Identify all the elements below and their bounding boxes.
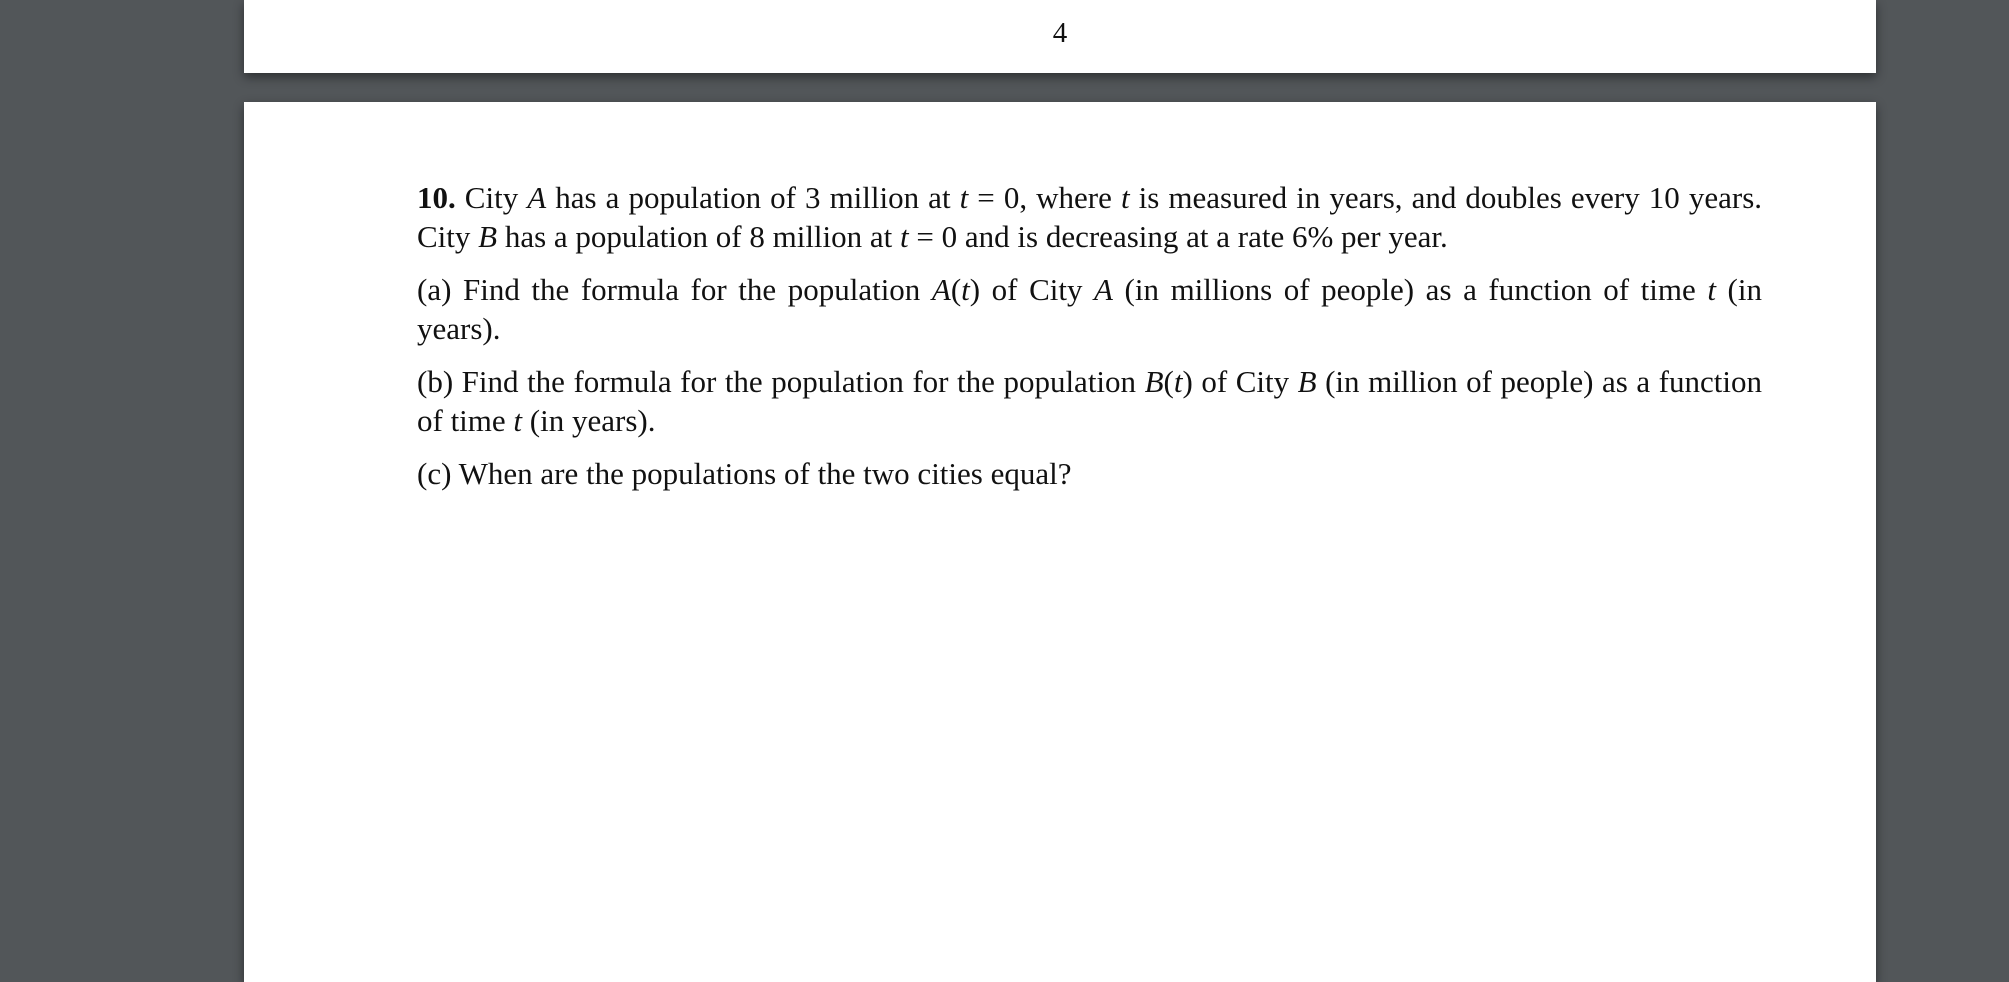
var-t: t	[961, 272, 970, 307]
var-A: A	[527, 180, 547, 215]
func-B: B	[1144, 364, 1164, 399]
problem-10	[417, 178, 1762, 507]
problem-statement: 10. City A has a population of 3 million at t = 0, where t is measured in years, and doubles every 10 years. City B has a population of 8 million at t = 0 and is decreasing at a rate 6% per year.	[417, 180, 1763, 254]
current-page	[244, 102, 1876, 982]
var-t: t	[1173, 364, 1183, 399]
var-t: t	[900, 219, 909, 254]
previous-page	[244, 0, 1876, 73]
var-A: A	[1094, 272, 1113, 307]
part-c: (c) When are the populations of the two cities equal?	[417, 456, 1072, 491]
part-b: (b) Find the formula for the population for the population B(t) of City B (in million of people) as a function of time t (in years).	[417, 364, 1762, 438]
func-A: A	[931, 272, 951, 307]
var-t: t	[959, 180, 969, 215]
var-t: t	[1707, 272, 1716, 307]
problem-number: 10.	[417, 180, 456, 215]
var-B: B	[1297, 364, 1317, 399]
var-t: t	[513, 403, 523, 438]
var-B: B	[478, 219, 498, 254]
page-number: 4	[1052, 17, 1068, 49]
var-t: t	[1120, 180, 1130, 215]
part-a: (a) Find the formula for the population A(t) of City A (in millions of people) as a function of time t (in years).	[417, 272, 1762, 346]
